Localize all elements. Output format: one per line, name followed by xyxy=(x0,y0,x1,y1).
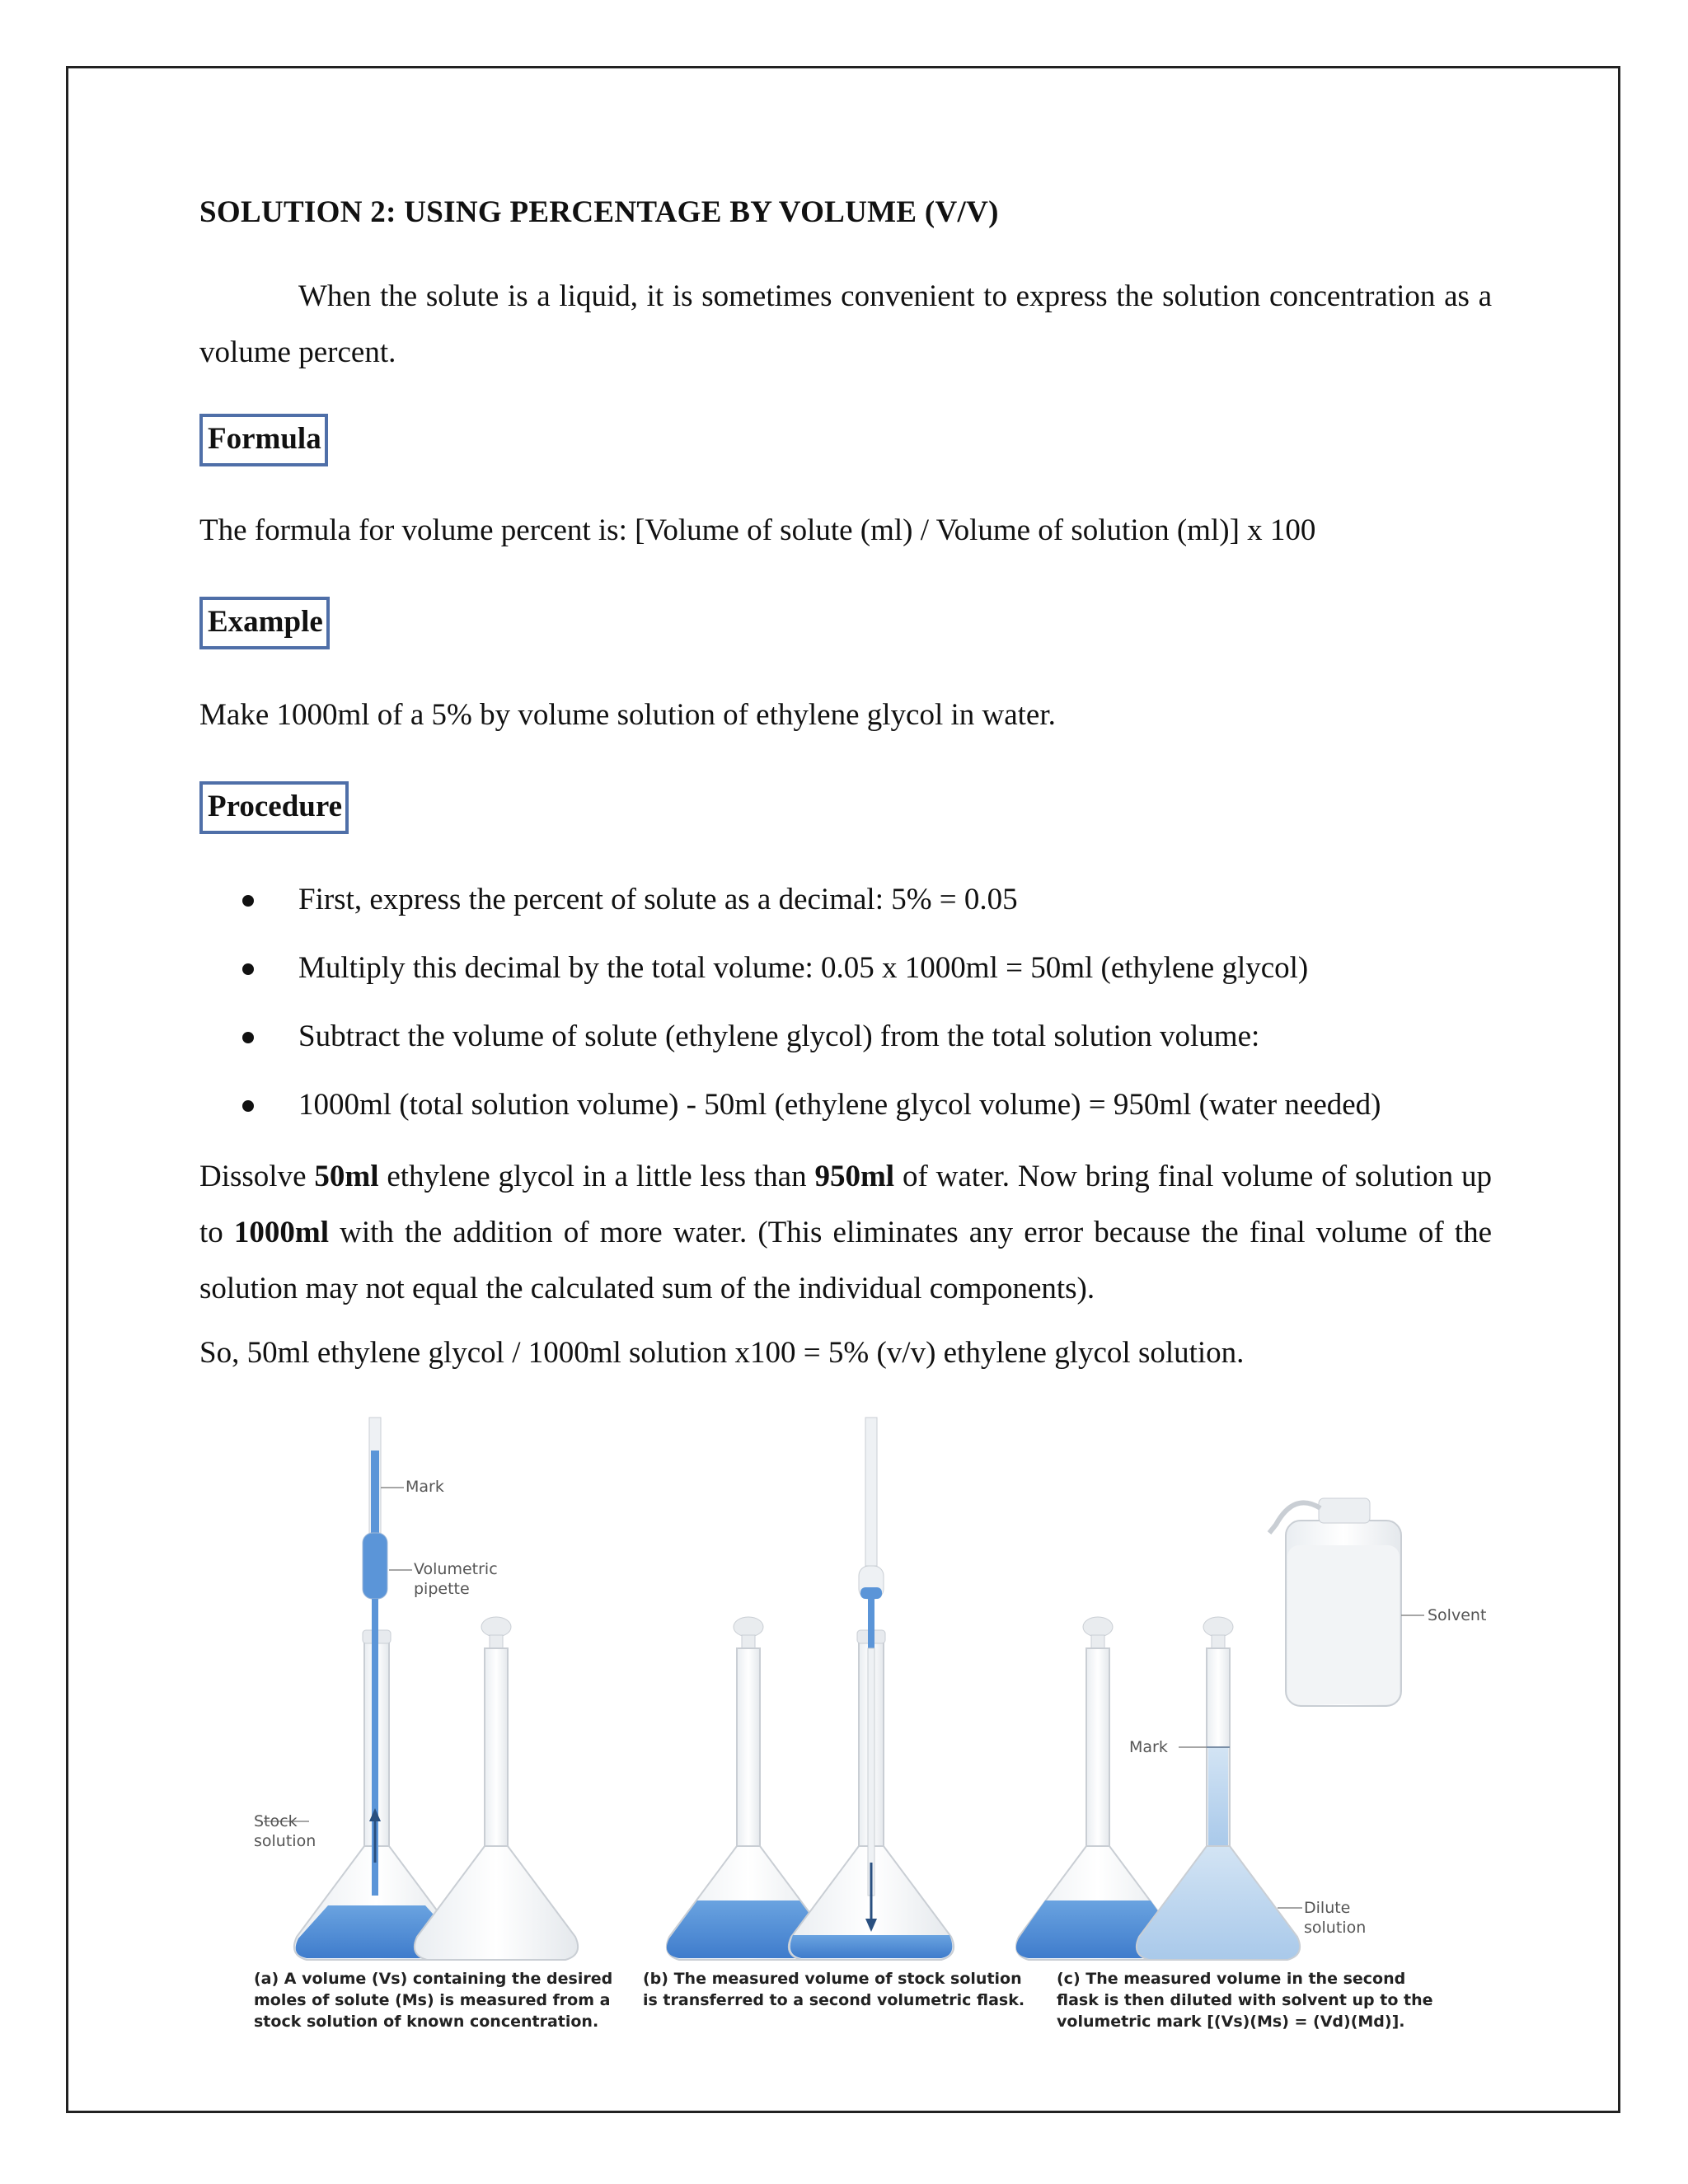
intro-paragraph: When the solute is a liquid, it is sometimes convenient to express the solution concentration as a volume percent. xyxy=(199,279,1492,369)
list-item: Multiply this decimal by the total volume: 0.05 x 1000ml = 50ml (ethylene glycol) xyxy=(199,944,1381,1012)
stock-flask-b xyxy=(667,1617,830,1960)
list-item: First, express the percent of solute as a decimal: 5% = 0.05 xyxy=(199,875,1381,944)
stock-flask-c xyxy=(1016,1617,1179,1960)
list-item: 1000ml (total solution volume) - 50ml (ethylene glycol volume) = 950ml (water needed) xyxy=(199,1080,1381,1149)
caption-a: (a) A volume (Vs) containing the desired moles of solute (Ms) is measured from a stock solution of known concentration. xyxy=(254,1970,613,2031)
procedure-steps xyxy=(199,875,1381,1149)
pipette-label: Volumetric pipette xyxy=(414,1560,498,1598)
dissolve-paragraph: Dissolve 50ml ethylene glycol in a little less than 950ml of water. Now bring final volume of solution up to 1000ml with the addition of more water. (This eliminates any error because the final volume of the solution may not equal the calculated sum of the individual components). xyxy=(199,1160,1492,1305)
page-title: SOLUTION 2: USING PERCENTAGE BY VOLUME (V/V) xyxy=(199,195,999,229)
example-text: Make 1000ml of a 5% by volume solution of ethylene glycol in water. xyxy=(199,698,1056,732)
bullet-icon xyxy=(242,1032,254,1043)
dilute-solution-label: Dilute solution xyxy=(1304,1899,1367,1937)
dilution-illustration xyxy=(231,1401,1487,2052)
caption-c: (c) The measured volume in the second flask is then diluted with solvent up to the volumetric mark [(Vs)(Ms) = (Vd)(Md)]. xyxy=(1057,1970,1433,2031)
caption-b: (b) The measured volume of stock solution is transferred to a second volumetric flask. xyxy=(643,1970,1025,2009)
formula-text: The formula for volume percent is: [Volume of solute (ml) / Volume of solution (ml)] x 100 xyxy=(199,513,1316,547)
empty-flask xyxy=(415,1617,578,1960)
solvent-label: Solvent xyxy=(1428,1606,1487,1624)
bullet-icon xyxy=(242,963,254,975)
mark-label-a: Mark xyxy=(406,1478,444,1496)
bullet-icon xyxy=(242,895,254,907)
bullet-icon xyxy=(242,1100,254,1112)
dilute-flask xyxy=(1137,1617,1300,1960)
example-label: Example xyxy=(199,597,330,649)
dilution-figure xyxy=(231,1401,1487,2052)
mark-label-c: Mark xyxy=(1129,1738,1168,1756)
procedure-label: Procedure xyxy=(199,781,349,834)
stock-solution-label: Stock solution xyxy=(254,1812,316,1850)
solvent-bottle-icon xyxy=(1269,1498,1401,1706)
list-item: Subtract the volume of solute (ethylene glycol) from the total solution volume: xyxy=(199,1012,1381,1080)
conclusion-text: So, 50ml ethylene glycol / 1000ml solution x100 = 5% (v/v) ethylene glycol solution. xyxy=(199,1336,1245,1370)
formula-label: Formula xyxy=(199,414,328,466)
